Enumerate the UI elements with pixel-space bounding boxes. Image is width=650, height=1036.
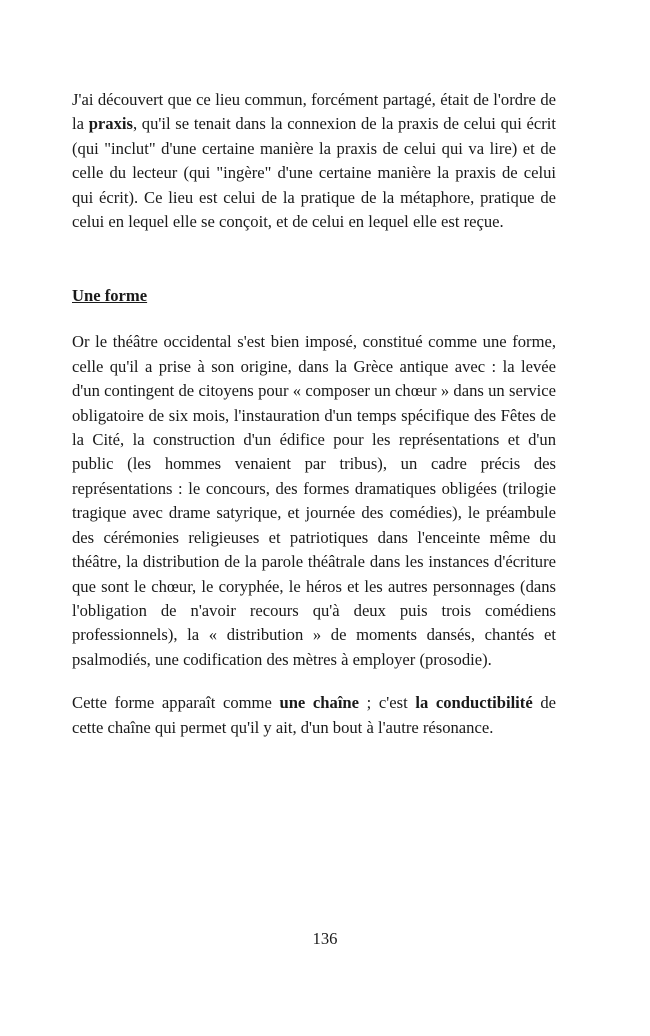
paragraph-3-text-1: Cette forme apparaît comme bbox=[72, 693, 280, 713]
paragraph-chain bbox=[72, 691, 556, 740]
paragraph-1-text-end: , qu'il se tenait dans la connexion de la praxis de celui qui écrit (qui "inclut" d'une certaine manière la praxis de celui qui va lire) et de celle du lecteur (qui "ingère" d'une certaine manière la praxis de celui qui écrit). Ce lieu est celui de la pratique de la métaphore, pratique de celui en lequel elle se conçoit, et de celui en lequel elle est reçue. bbox=[72, 114, 557, 232]
paragraph-praxis bbox=[72, 88, 556, 234]
section-title: Une forme bbox=[72, 286, 148, 306]
paragraph-theatre-form: Or le théâtre occidental s'est bien imposé, constitué comme une forme, celle qu'il a prise à son origine, dans la Grèce antique avec : la levée d'un contingent de citoyens pour « composer un chœur » dans un service obligatoire de six mois, l'instauration d'un temps spécifique des Fêtes de la Cité, la construction d'un édifice pour les représentations et d'un public (les hommes venaient par tribus), un cadre précis des représentations : le concours, des formes dramatiques obligées (trilogie tragique avec drame satyrique, et journée des comédies), le préambule des cérémonies religieuses et patriotiques dans l'enceinte même du théâtre, la distribution de la parole théâtrale dans les instances d'écriture que sont le chœur, le coryphée, le héros et les autres personnages (dans l'obligation de n'avoir recours qu'à deux puis trois comédiens professionnels), la « distribution » de moments dansés, chantés et psalmodiés, une codification des mètres à employer (prosodie). bbox=[72, 332, 556, 669]
paragraph-3-bold-conductibility: la conductibilité bbox=[415, 693, 533, 713]
paragraph-1-bold-praxis: praxis bbox=[88, 114, 133, 134]
page-body bbox=[72, 88, 556, 740]
paragraph-1-text-start: J'ai découvert que ce lieu commun, forcément partagé, était de l'ordre de la bbox=[72, 90, 556, 134]
paragraph-3-text-2: ; c'est bbox=[359, 693, 416, 713]
paragraph-3-bold-chain: une chaîne bbox=[279, 693, 360, 713]
paragraph-3-text-3: de cette chaîne qui permet qu'il y ait, d'un bout à l'autre résonance. bbox=[72, 693, 557, 737]
page-number: 136 bbox=[312, 929, 338, 948]
